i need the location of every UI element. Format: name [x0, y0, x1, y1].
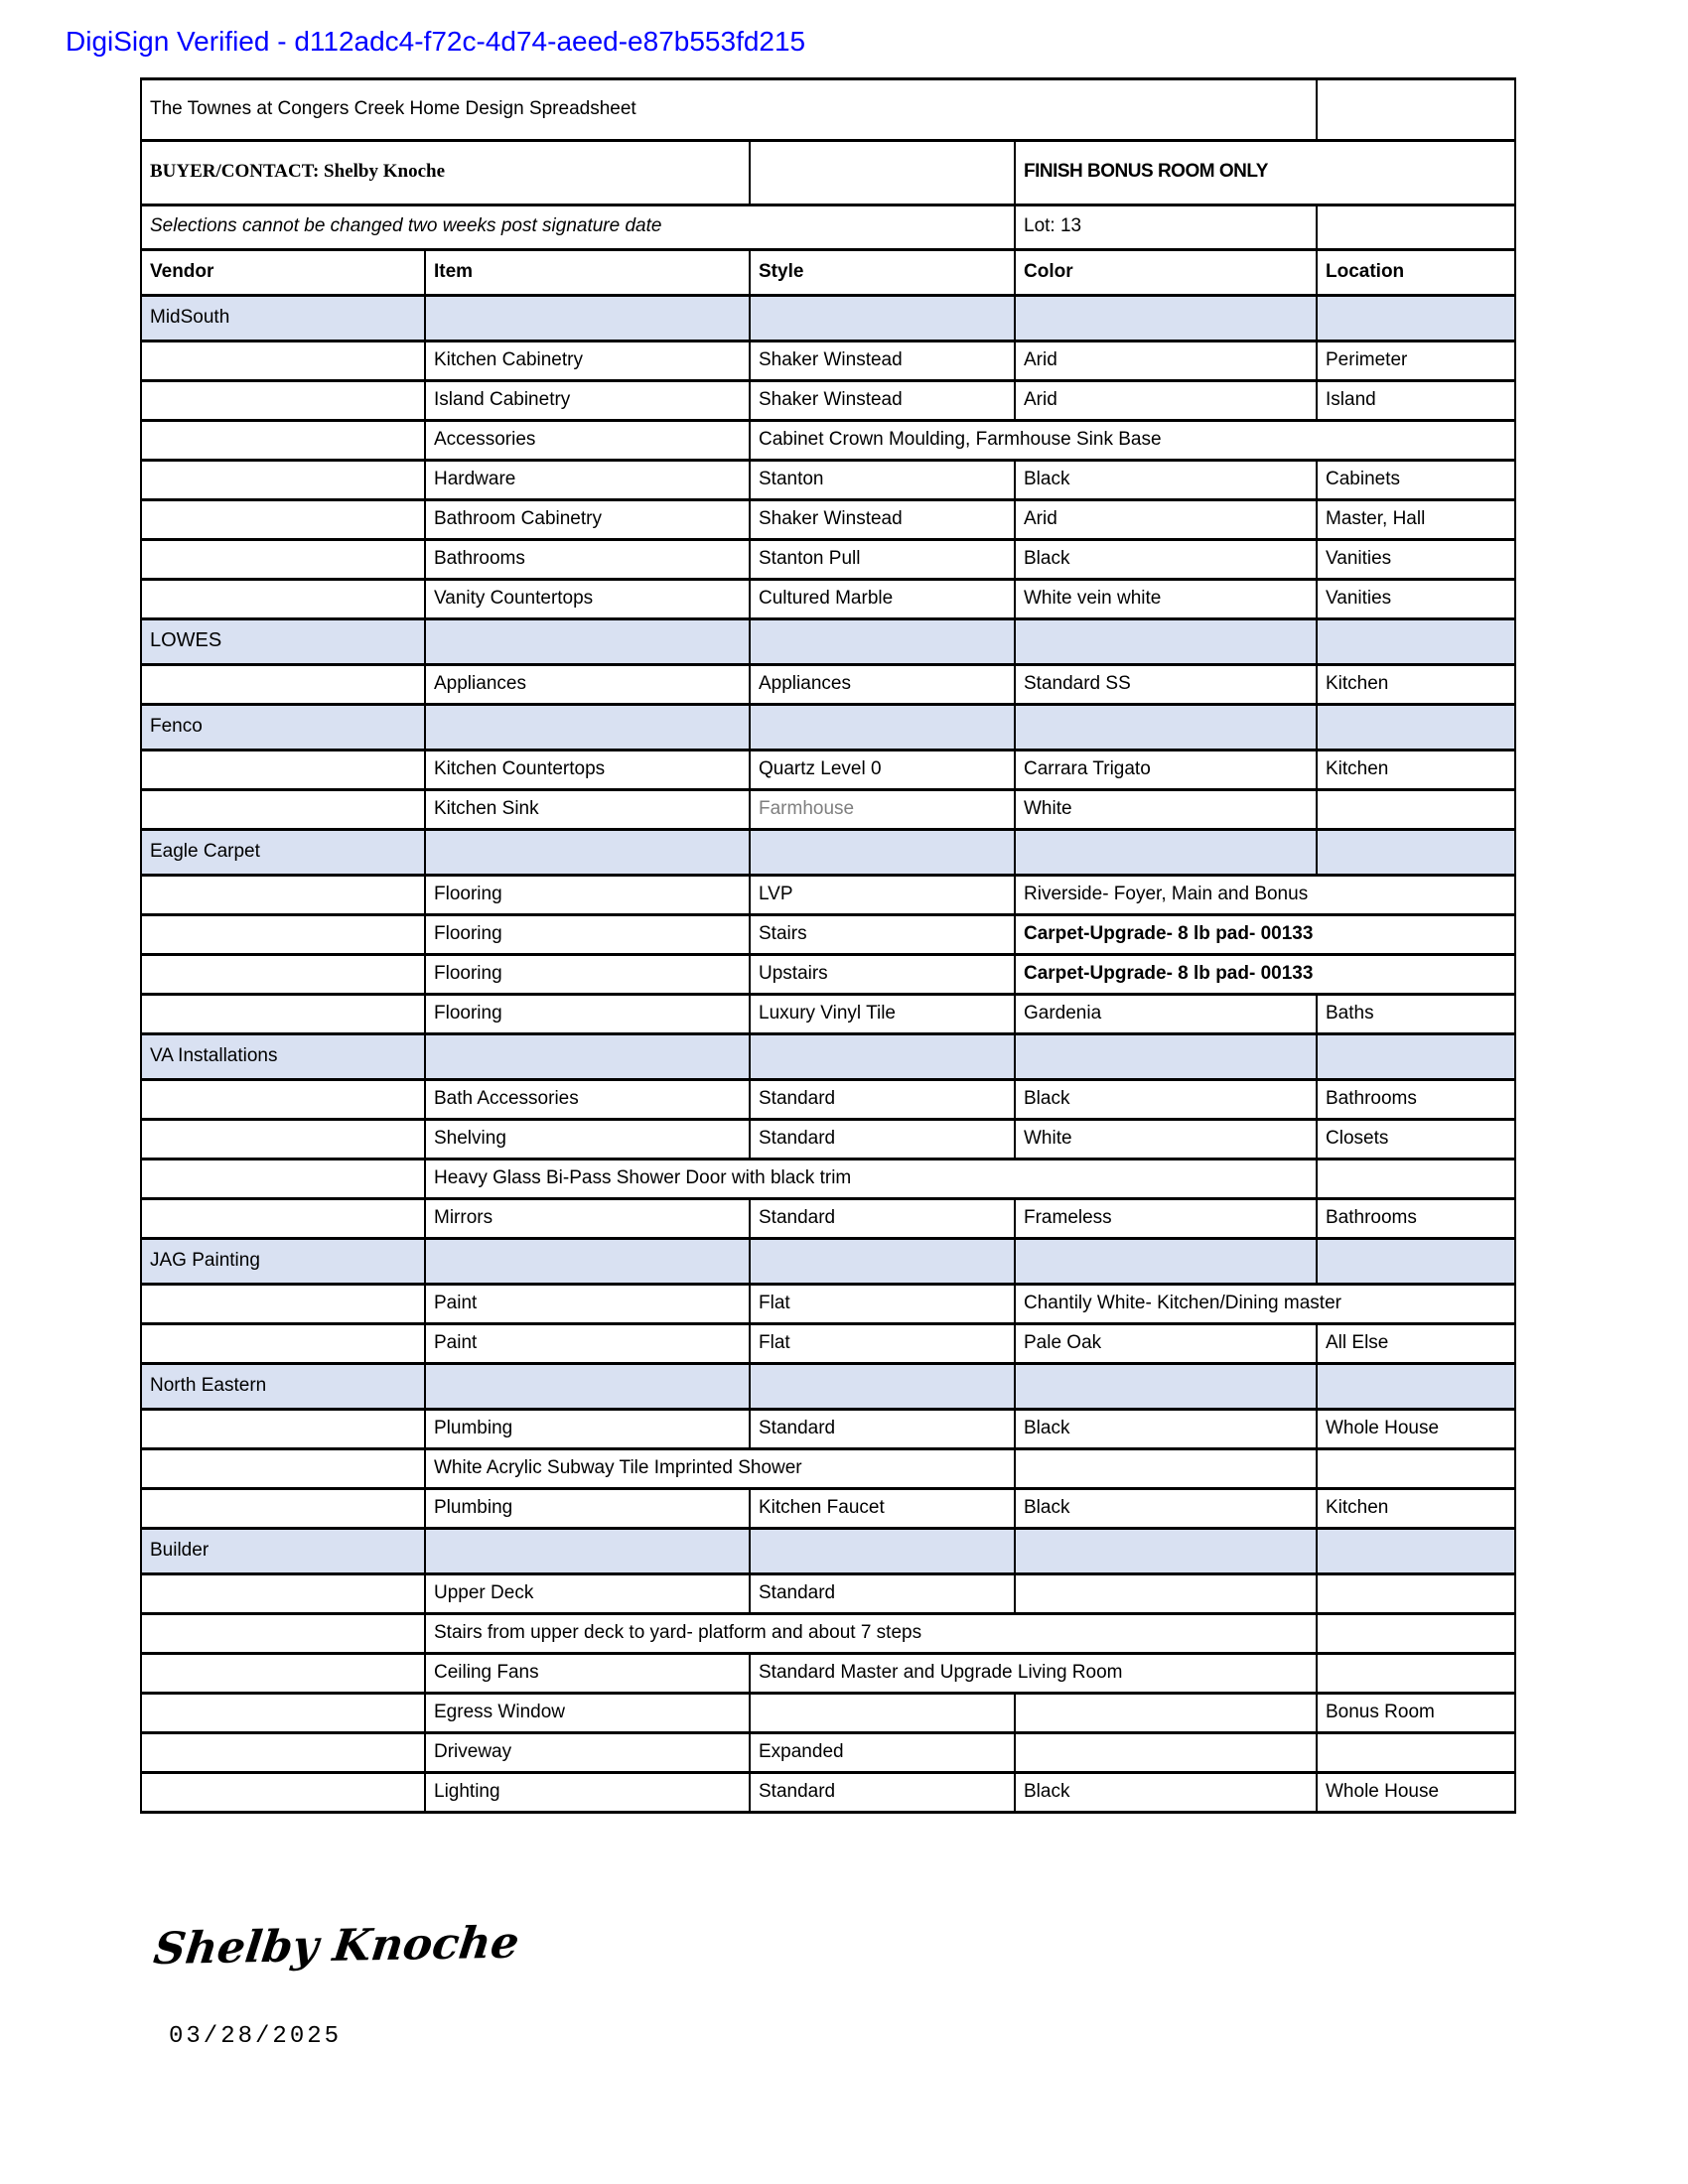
page-title: The Townes at Congers Creek Home Design Spreadsheet [141, 79, 1317, 141]
cell: Flat [750, 1324, 1015, 1364]
cell: Stanton Pull [750, 540, 1015, 580]
cell: Cultured Marble [750, 580, 1015, 619]
cell: Black [1015, 540, 1317, 580]
cell: Island [1317, 381, 1515, 421]
section-label: LOWES [141, 619, 425, 665]
empty-cell [141, 421, 425, 461]
empty-cell [141, 1694, 425, 1733]
cell: Black [1015, 1410, 1317, 1449]
section-cell [425, 830, 750, 876]
column-header-color: Color [1015, 250, 1317, 296]
empty-cell [141, 1285, 425, 1324]
section-cell [750, 1364, 1015, 1410]
column-header-vendor: Vendor [141, 250, 425, 296]
empty-cell [141, 1449, 425, 1489]
empty-cell [141, 1489, 425, 1529]
cell: Kitchen [1317, 665, 1515, 705]
buyer-row [141, 141, 1515, 205]
cell: Island Cabinetry [425, 381, 750, 421]
cell: Baths [1317, 995, 1515, 1034]
section-row-north-eastern [141, 1364, 1515, 1410]
cell: Lighting [425, 1773, 750, 1813]
item-row [141, 1410, 1515, 1449]
cell: Kitchen Countertops [425, 751, 750, 790]
item-row [141, 1120, 1515, 1160]
cell: Whole House [1317, 1773, 1515, 1813]
empty-cell [141, 461, 425, 500]
cell: Arid [1015, 381, 1317, 421]
item-row [141, 1694, 1515, 1733]
cell: Expanded [750, 1733, 1015, 1773]
item-row [141, 580, 1515, 619]
cell: Kitchen Sink [425, 790, 750, 830]
section-cell [425, 296, 750, 341]
item-row [141, 995, 1515, 1034]
cell: Upstairs [750, 955, 1015, 995]
empty-cell [1317, 1574, 1515, 1614]
cell: Black [1015, 1773, 1317, 1813]
cell: Shaker Winstead [750, 500, 1015, 540]
section-cell [750, 619, 1015, 665]
cell: Hardware [425, 461, 750, 500]
cell: Perimeter [1317, 341, 1515, 381]
cell: Standard [750, 1080, 1015, 1120]
item-row [141, 461, 1515, 500]
cell: Accessories [425, 421, 750, 461]
cell: Kitchen Faucet [750, 1489, 1015, 1529]
empty-cell [1015, 1694, 1317, 1733]
cell: Bath Accessories [425, 1080, 750, 1120]
empty-cell [141, 1160, 425, 1199]
cell: Kitchen [1317, 1489, 1515, 1529]
empty-cell [141, 381, 425, 421]
cell: Standard Master and Upgrade Living Room [750, 1654, 1317, 1694]
selections-note: Selections cannot be changed two weeks post signature date [141, 205, 1015, 250]
cell: Closets [1317, 1120, 1515, 1160]
section-cell [425, 1529, 750, 1574]
cell: Ceiling Fans [425, 1654, 750, 1694]
cell: White [1015, 790, 1317, 830]
empty-cell [141, 1080, 425, 1120]
buyer-signature: Shelby Knoche [151, 1917, 522, 1975]
section-cell [1317, 1239, 1515, 1285]
section-row-va-installations [141, 1034, 1515, 1080]
item-row [141, 1489, 1515, 1529]
section-label: JAG Painting [141, 1239, 425, 1285]
cell: Bonus Room [1317, 1694, 1515, 1733]
section-row-builder [141, 1529, 1515, 1574]
empty-cell [141, 790, 425, 830]
item-row [141, 1285, 1515, 1324]
cell: Chantily White- Kitchen/Dining master [1015, 1285, 1515, 1324]
cell: Black [1015, 461, 1317, 500]
cell: White Acrylic Subway Tile Imprinted Shower [425, 1449, 1015, 1489]
cell: Plumbing [425, 1410, 750, 1449]
cell: Black [1015, 1080, 1317, 1120]
section-cell [750, 296, 1015, 341]
empty-cell [141, 995, 425, 1034]
cell: Flooring [425, 876, 750, 915]
section-cell [1317, 619, 1515, 665]
cell: Standard [750, 1773, 1015, 1813]
cell: Standard [750, 1199, 1015, 1239]
item-row [141, 1199, 1515, 1239]
item-row [141, 421, 1515, 461]
empty-cell [141, 876, 425, 915]
empty-cell [141, 1654, 425, 1694]
item-row [141, 381, 1515, 421]
cell: Bathroom Cabinetry [425, 500, 750, 540]
empty-cell [141, 341, 425, 381]
section-cell [1015, 705, 1317, 751]
empty-cell [141, 915, 425, 955]
empty-cell [141, 1120, 425, 1160]
item-row [141, 1324, 1515, 1364]
empty-cell [1317, 1449, 1515, 1489]
cell: Frameless [1015, 1199, 1317, 1239]
cell: Vanities [1317, 540, 1515, 580]
cell: Standard [750, 1120, 1015, 1160]
empty-cell [141, 1324, 425, 1364]
section-cell [1015, 296, 1317, 341]
cell: Carpet-Upgrade- 8 lb pad- 00133 [1015, 955, 1515, 995]
cell: Carrara Trigato [1015, 751, 1317, 790]
cell: Pale Oak [1015, 1324, 1317, 1364]
section-row-lowes [141, 619, 1515, 665]
section-cell [1015, 1364, 1317, 1410]
empty-cell [1015, 1574, 1317, 1614]
section-row-eagle-carpet [141, 830, 1515, 876]
item-row [141, 915, 1515, 955]
signature-date: 03/28/2025 [169, 2023, 343, 2050]
cell: Flooring [425, 915, 750, 955]
cell: Shaker Winstead [750, 341, 1015, 381]
section-label: Fenco [141, 705, 425, 751]
section-label: VA Installations [141, 1034, 425, 1080]
cell: Bathrooms [1317, 1199, 1515, 1239]
section-row-midsouth [141, 296, 1515, 341]
section-cell [750, 705, 1015, 751]
cell: Appliances [425, 665, 750, 705]
cell: Whole House [1317, 1410, 1515, 1449]
cell: Quartz Level 0 [750, 751, 1015, 790]
empty-cell [141, 1733, 425, 1773]
section-cell [1317, 705, 1515, 751]
section-cell [425, 1034, 750, 1080]
cell: Carpet-Upgrade- 8 lb pad- 00133 [1015, 915, 1515, 955]
empty-cell [141, 1574, 425, 1614]
section-cell [1015, 619, 1317, 665]
cell: Flat [750, 1285, 1015, 1324]
cell: Black [1015, 1489, 1317, 1529]
cell: Upper Deck [425, 1574, 750, 1614]
cell: Vanity Countertops [425, 580, 750, 619]
section-cell [425, 705, 750, 751]
empty-cell [1317, 1654, 1515, 1694]
cell: Cabinets [1317, 461, 1515, 500]
section-row-fenco [141, 705, 1515, 751]
cell: Luxury Vinyl Tile [750, 995, 1015, 1034]
cell: Paint [425, 1285, 750, 1324]
empty-cell [1317, 790, 1515, 830]
column-header-style: Style [750, 250, 1015, 296]
cell: All Else [1317, 1324, 1515, 1364]
item-row [141, 540, 1515, 580]
cell: Appliances [750, 665, 1015, 705]
section-cell [1317, 830, 1515, 876]
empty-cell [141, 540, 425, 580]
item-row [141, 876, 1515, 915]
cell: Gardenia [1015, 995, 1317, 1034]
title-row [141, 79, 1515, 141]
section-cell [1015, 1529, 1317, 1574]
cell: Stairs from upper deck to yard- platform and about 7 steps [425, 1614, 1317, 1654]
section-cell [750, 1239, 1015, 1285]
empty-cell [141, 751, 425, 790]
cell: Flooring [425, 955, 750, 995]
section-cell [1317, 1364, 1515, 1410]
item-row [141, 341, 1515, 381]
lot-number: Lot: 13 [1015, 205, 1317, 250]
empty-cell [1317, 205, 1515, 250]
finish-bonus-room-note: FINISH BONUS ROOM ONLY [1015, 141, 1515, 205]
cell: Master, Hall [1317, 500, 1515, 540]
cell: Heavy Glass Bi-Pass Shower Door with black trim [425, 1160, 1317, 1199]
section-cell [750, 830, 1015, 876]
cell: Standard SS [1015, 665, 1317, 705]
item-row [141, 751, 1515, 790]
digisign-verification-banner: DigiSign Verified - d112adc4-f72c-4d74-aeed-e87b553fd215 [66, 26, 806, 57]
section-cell [1317, 1034, 1515, 1080]
item-row [141, 790, 1515, 830]
empty-cell [141, 500, 425, 540]
item-row [141, 955, 1515, 995]
empty-cell [750, 1694, 1015, 1733]
empty-cell [141, 1410, 425, 1449]
buyer-contact: BUYER/CONTACT: Shelby Knoche [141, 141, 750, 205]
empty-cell [1015, 1733, 1317, 1773]
cell: Driveway [425, 1733, 750, 1773]
section-row-jag-painting [141, 1239, 1515, 1285]
cell: Standard [750, 1574, 1015, 1614]
cell: Kitchen [1317, 751, 1515, 790]
section-cell [750, 1529, 1015, 1574]
cell: Vanities [1317, 580, 1515, 619]
cell: Bathrooms [1317, 1080, 1515, 1120]
item-row [141, 1733, 1515, 1773]
empty-cell [141, 665, 425, 705]
cell: Paint [425, 1324, 750, 1364]
item-row [141, 1614, 1515, 1654]
cell: Farmhouse [750, 790, 1015, 830]
cell: White [1015, 1120, 1317, 1160]
item-row [141, 1080, 1515, 1120]
cell: Shelving [425, 1120, 750, 1160]
item-row [141, 1449, 1515, 1489]
item-row [141, 1574, 1515, 1614]
cell: Kitchen Cabinetry [425, 341, 750, 381]
section-cell [1317, 296, 1515, 341]
cell: Stanton [750, 461, 1015, 500]
empty-cell [1317, 79, 1515, 141]
cell: Mirrors [425, 1199, 750, 1239]
empty-cell [1317, 1614, 1515, 1654]
cell: Egress Window [425, 1694, 750, 1733]
empty-cell [750, 141, 1015, 205]
section-label: Builder [141, 1529, 425, 1574]
item-row [141, 1654, 1515, 1694]
cell: Standard [750, 1410, 1015, 1449]
cell: LVP [750, 876, 1015, 915]
section-label: North Eastern [141, 1364, 425, 1410]
empty-cell [141, 1614, 425, 1654]
cell: Cabinet Crown Moulding, Farmhouse Sink Base [750, 421, 1515, 461]
empty-cell [141, 955, 425, 995]
section-cell [425, 1239, 750, 1285]
empty-cell [1015, 1449, 1317, 1489]
section-cell [1015, 1034, 1317, 1080]
cell: Stairs [750, 915, 1015, 955]
column-header-row [141, 250, 1515, 296]
column-header-item: Item [425, 250, 750, 296]
empty-cell [141, 1773, 425, 1813]
design-spreadsheet-table [140, 77, 1516, 1814]
section-cell [425, 1364, 750, 1410]
empty-cell [1317, 1160, 1515, 1199]
item-row [141, 500, 1515, 540]
section-cell [1317, 1529, 1515, 1574]
item-row [141, 665, 1515, 705]
empty-cell [1317, 1733, 1515, 1773]
cell: Arid [1015, 500, 1317, 540]
section-cell [1015, 1239, 1317, 1285]
cell: White vein white [1015, 580, 1317, 619]
section-label: Eagle Carpet [141, 830, 425, 876]
section-cell [1015, 830, 1317, 876]
section-cell [425, 619, 750, 665]
cell: Arid [1015, 341, 1317, 381]
section-cell [750, 1034, 1015, 1080]
column-header-location: Location [1317, 250, 1515, 296]
cell: Plumbing [425, 1489, 750, 1529]
section-label: MidSouth [141, 296, 425, 341]
cell: Bathrooms [425, 540, 750, 580]
cell: Flooring [425, 995, 750, 1034]
empty-cell [141, 580, 425, 619]
empty-cell [141, 1199, 425, 1239]
selections-note-row [141, 205, 1515, 250]
cell: Riverside- Foyer, Main and Bonus [1015, 876, 1515, 915]
item-row [141, 1160, 1515, 1199]
item-row [141, 1773, 1515, 1813]
cell: Shaker Winstead [750, 381, 1015, 421]
